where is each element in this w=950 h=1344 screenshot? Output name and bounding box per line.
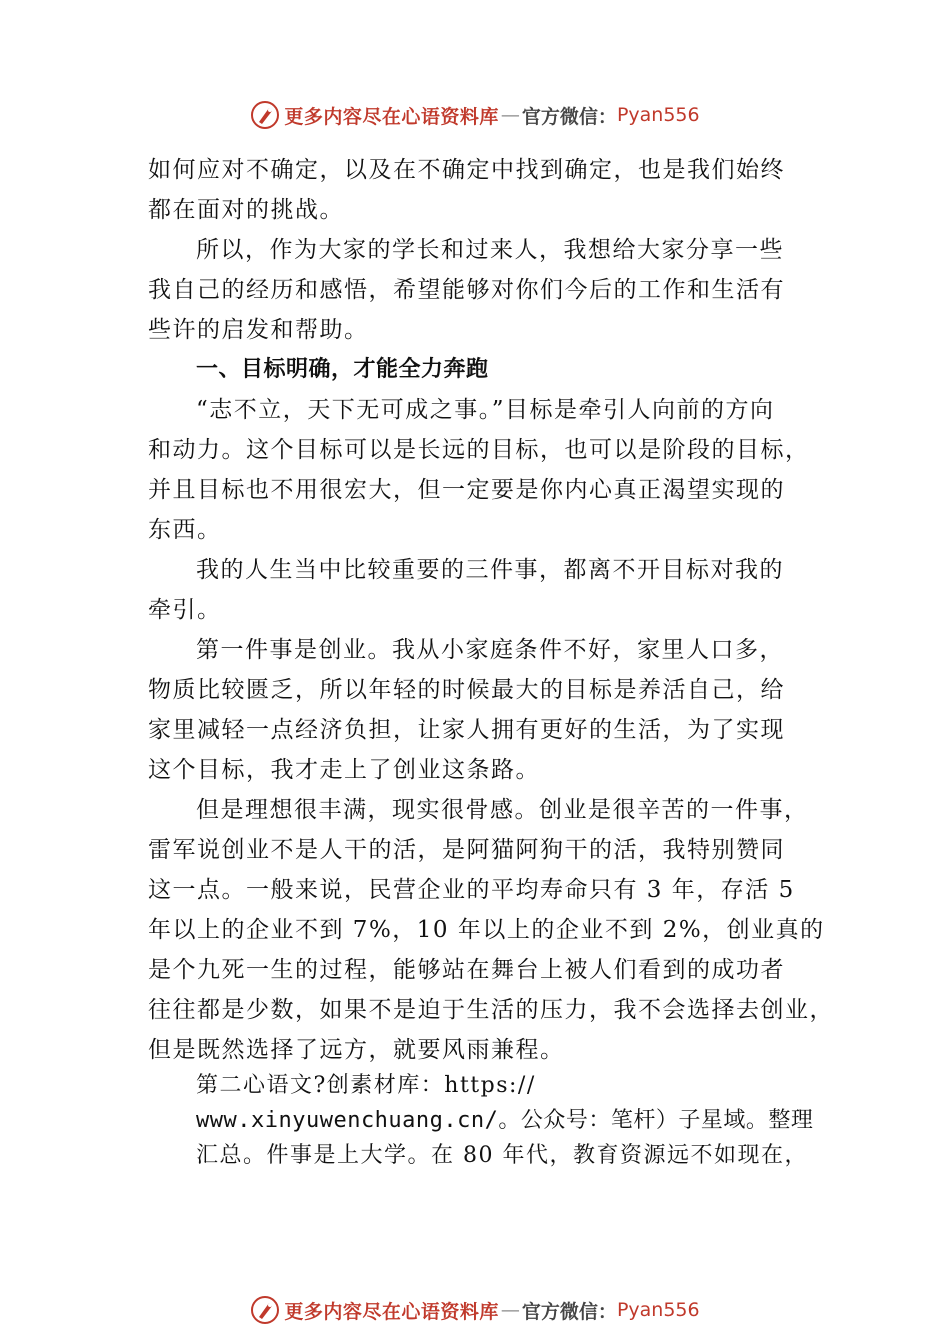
- body-line: 雷军说创业不是人干的活，是阿猫阿狗干的活，我特别赞同: [148, 837, 785, 863]
- header-wechat-label: 官方微信：: [521, 105, 617, 128]
- document-tail: [196, 1068, 856, 1173]
- body-line: 并且目标也不用很宏大，但一定要是你内心真正渴望实现的: [148, 477, 785, 503]
- footer-wechat-id: Pyan556: [616, 1299, 700, 1321]
- body-line: 如何应对不确定，以及在不确定中找到确定，也是我们始终: [148, 157, 785, 183]
- footer-site-text: 更多内容尽在心语资料库: [284, 1300, 499, 1323]
- body-line: 往往都是少数，如果不是迫于生活的压力，我不会选择去创业，: [148, 997, 834, 1023]
- body-line: 东西。: [148, 517, 222, 543]
- body-line: 年以上的企业不到 7%，10 年以上的企业不到 2%，创业真的: [148, 917, 825, 943]
- paragraph-start: 第一件事是创业。我从小家庭条件不好，家里人口多，: [196, 637, 784, 663]
- body-line: 物质比较匮乏，所以年轻的时候最大的目标是养活自己，给: [148, 677, 785, 703]
- body-line: 这一点。一般来说，民营企业的平均寿命只有 3 年，存活 5: [148, 877, 795, 903]
- footer-banner: [0, 1290, 950, 1330]
- body-line: 家里减轻一点经济负担，让家人拥有更好的生活，为了实现: [148, 717, 785, 743]
- body-line: 都在面对的挑战。: [148, 197, 344, 223]
- footer-separator: —: [500, 1299, 520, 1321]
- tail-line: 汇总。件事是上大学。在 80 年代，教育资源远不如现在，: [196, 1143, 808, 1168]
- body-line: 但是既然选择了远方，就要风雨兼程。: [148, 1037, 565, 1063]
- tail-line: 第二心语文?创素材库：https://: [196, 1073, 536, 1098]
- body-line: 牵引。: [148, 597, 222, 623]
- body-line: 这个目标，我才走上了创业这条路。: [148, 757, 540, 783]
- section-heading: 一、目标明确，才能全力奔跑: [196, 357, 489, 382]
- header-site-text: 更多内容尽在心语资料库: [284, 105, 499, 128]
- paragraph-start: 但是理想很丰满，现实很骨感。创业是很辛苦的一件事，: [196, 797, 809, 823]
- footer-wechat-label: 官方微信：: [521, 1300, 617, 1323]
- header-separator: —: [500, 104, 520, 126]
- header-banner: [0, 95, 950, 135]
- body-line: 和动力。这个目标可以是长远的目标，也可以是阶段的目标，: [148, 437, 810, 463]
- body-line: 是个九死一生的过程，能够站在舞台上被人们看到的成功者: [148, 957, 785, 983]
- paragraph-start: 我的人生当中比较重要的三件事，都离不开目标对我的: [196, 557, 784, 583]
- paragraph-start: “志不立，天下无可成之事。”目标是牵引人向前的方向: [196, 397, 775, 423]
- paragraph-start: 所以，作为大家的学长和过来人，我想给大家分享一些: [196, 237, 784, 263]
- body-line: 些许的启发和帮助。: [148, 317, 369, 343]
- tail-line-url: www.xinyuwenchuang.cn/。公众号：笔杆）子星域。整理: [196, 1108, 814, 1133]
- pen-nib-logo-icon: [250, 1295, 280, 1325]
- header-wechat-id: Pyan556: [616, 104, 700, 126]
- pen-nib-logo-icon: [250, 100, 280, 130]
- document-body: [148, 150, 838, 1070]
- body-line: 我自己的经历和感悟，希望能够对你们今后的工作和生活有: [148, 277, 785, 303]
